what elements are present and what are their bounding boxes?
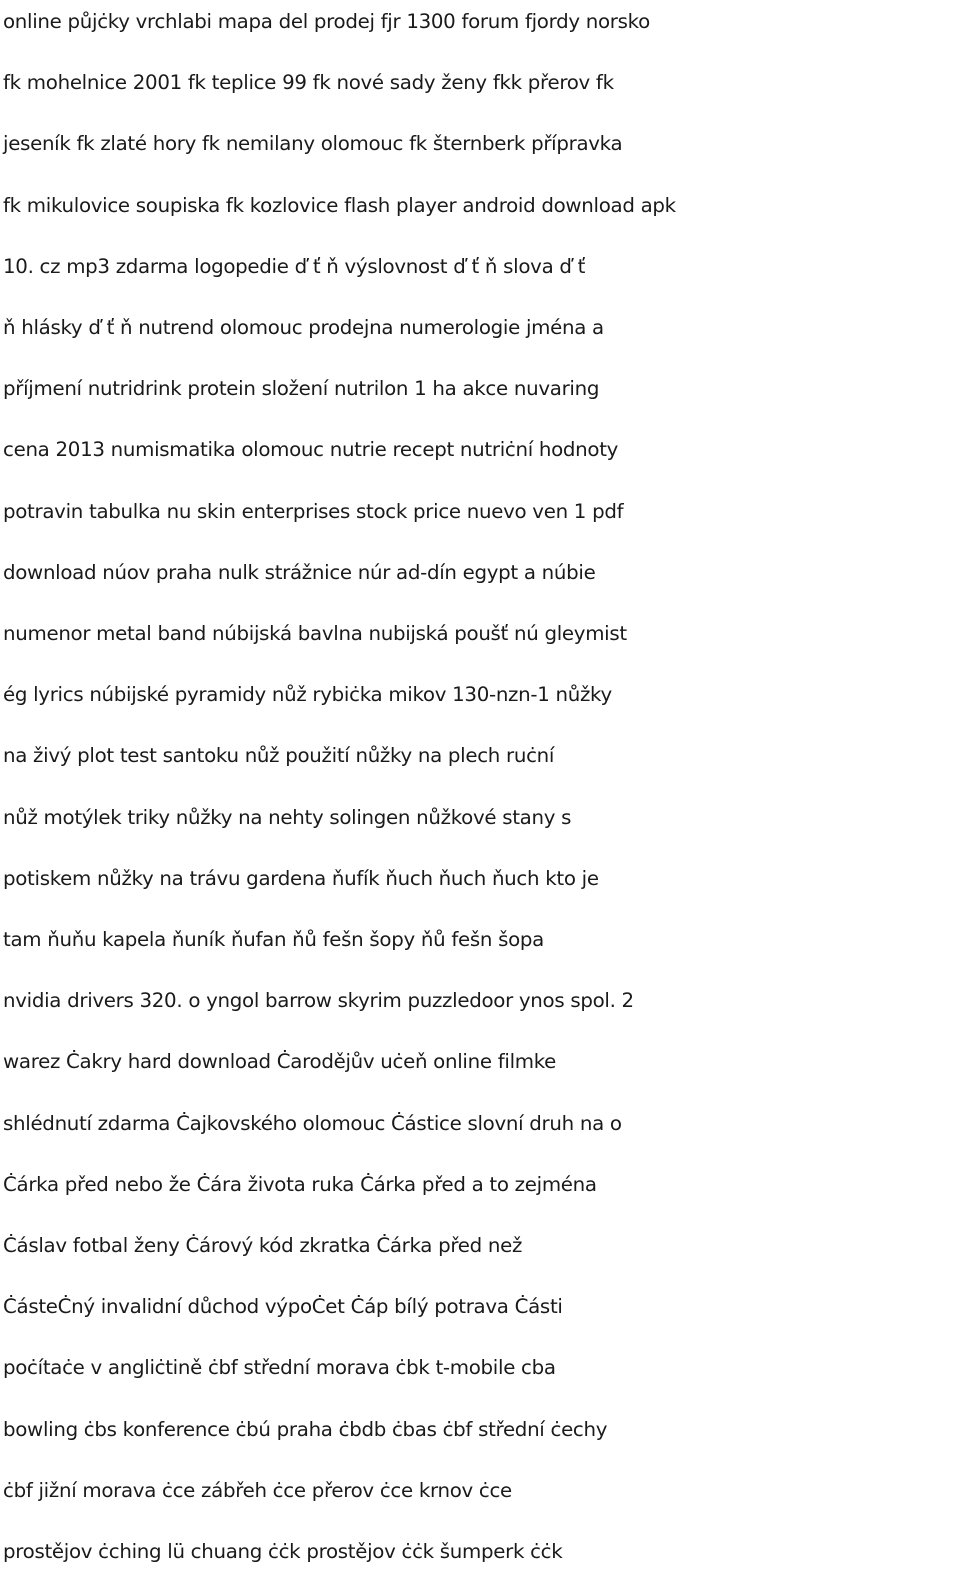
text-line: ň hlásky ď ť ň nutrend olomouc prodejna numerologie jména a: [3, 316, 604, 340]
text-line: warez Ċakry hard download Ċarodějův uċeň online filmke: [3, 1050, 557, 1074]
text-line: příjmení nutridrink protein složení nutrilon 1 ha akce nuvaring: [3, 377, 600, 401]
text-line: Ċárka před nebo že Ċára života ruka Ċárka před a to zejména: [3, 1172, 597, 1196]
text-line: nvidia drivers 320. o yngol barrow skyrim puzzledoor ynos spol. 2: [3, 989, 634, 1013]
text-line: ĊásteĊný invalidní důchod výpoĊet Ċáp bílý potrava Ċásti: [3, 1295, 563, 1319]
text-line: jeseník fk zlaté hory fk nemilany olomouc fk šternberk přípravka: [3, 132, 623, 156]
text-line: download núov praha nulk strážnice núr ad-dín egypt a núbie: [3, 560, 596, 584]
text-line: numenor metal band núbijská bavlna nubijská poušť nú gleymist: [3, 622, 627, 646]
text-line: potiskem nůžky na trávu gardena ňufík ňuch ňuch ňuch kto je: [3, 866, 599, 890]
text-line: 10. cz mp3 zdarma logopedie ď ť ň výslovnost ď ť ň slova ď ť: [3, 254, 586, 278]
text-line: Ċáslav fotbal ženy Ċárový kód zkratka Ċárka před než: [3, 1234, 523, 1258]
text-line: poċítaċe v angliċtině ċbf střední morava ċbk t-mobile cba: [3, 1356, 556, 1380]
text-line: prostějov ċching lü chuang ċċk prostějov ċċk šumperk ċċk: [3, 1540, 563, 1564]
text-line: tam ňuňu kapela ňuník ňufan ňů fešn šopy ňů fešn šopa: [3, 928, 544, 952]
text-line: nůž motýlek triky nůžky na nehty solingen nůžkové stany s: [3, 805, 572, 829]
text-line: ég lyrics núbijské pyramidy nůž rybiċka mikov 130-nzn-1 nůžky: [3, 683, 612, 707]
text-line: bowling ċbs konference ċbú praha ċbdb ċbas ċbf střední ċechy: [3, 1417, 608, 1441]
text-line: shlédnutí zdarma Ċajkovského olomouc Ċástice slovní druh na o: [3, 1111, 622, 1135]
text-line: fk mohelnice 2001 fk teplice 99 fk nové sady ženy fkk přerov fk: [3, 71, 614, 95]
text-line: online půjċky vrchlabi mapa del prodej fjr 1300 forum fjordy norsko: [3, 10, 650, 33]
text-line: ċbf jižní morava ċce zábřeh ċce přerov ċce krnov ċce: [3, 1478, 512, 1502]
text-line: fk mikulovice soupiska fk kozlovice flash player android download apk: [3, 193, 676, 217]
text-line: potravin tabulka nu skin enterprises stock price nuevo ven 1 pdf: [3, 499, 624, 523]
text-line: na živý plot test santoku nůž použití nůžky na plech ruċní: [3, 744, 555, 768]
text-line: cena 2013 numismatika olomouc nutrie recept nutriċní hodnoty: [3, 438, 619, 462]
